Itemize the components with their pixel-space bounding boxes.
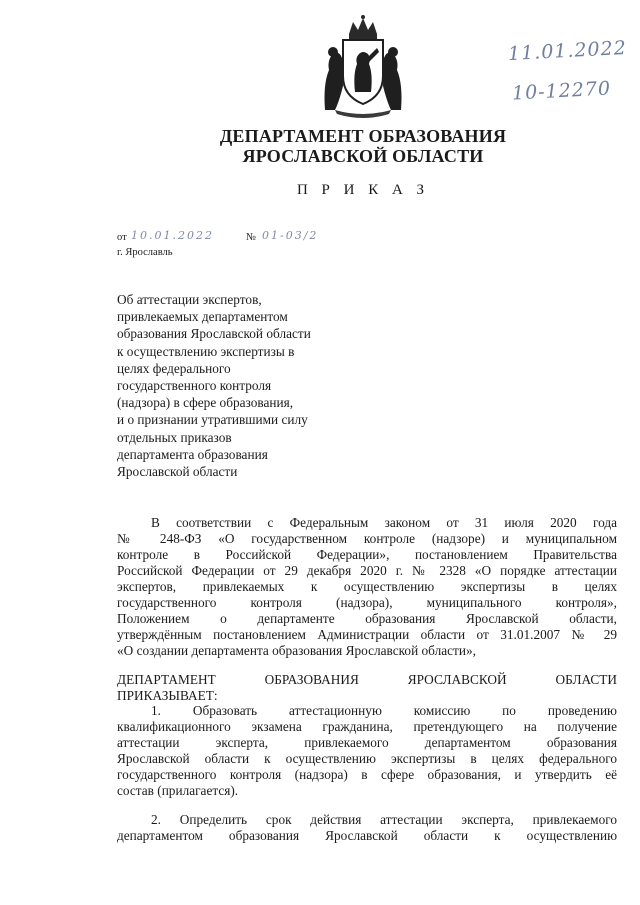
text-line: квалификационного экзамена гражданина, претендующего на получение	[117, 719, 617, 734]
text-line: Ярославской области к осуществлению экспертизы в целях федерального	[117, 751, 617, 766]
decree-heading	[117, 672, 617, 704]
text-line: В соответствии с Федеральным законом от 31 июля 2020 года	[151, 515, 617, 530]
text-line: Российской Федерации от 29 декабря 2020 г. № 2328 «О порядке аттестации	[117, 563, 617, 578]
preamble-paragraph	[117, 515, 617, 659]
organization-name-line2: ЯРОСЛАВСКОЙ ОБЛАСТИ	[242, 146, 484, 166]
text-line: ДЕПАРТАМЕНТ ОБРАЗОВАНИЯ ЯРОСЛАВСКОЙ ОБЛАСТИ	[117, 672, 617, 687]
text-line: государственного контроля (надзора), муниципального контроля»,	[117, 595, 617, 610]
item-1-paragraph	[117, 703, 617, 799]
date-prefix-label: от	[117, 232, 127, 243]
text-line: департаментом образования Ярославской области к осуществлению	[117, 828, 617, 843]
order-subject: Об аттестации экспертов, привлекаемых департаментом образования Ярославской области к осуществлению экспертизы в целях федерального государственного контроля (надзора) в сфере образования, и о признании утратившими силу отдельных приказов департамента образования Ярославской области	[117, 292, 311, 480]
text-line: государственного контроля (надзора) в сфере образования, и утвердить её	[117, 767, 617, 782]
text-line: 1. Образовать аттестационную комиссию по проведению	[151, 703, 617, 718]
text-line: состав (прилагается).	[117, 783, 239, 798]
text-line: ПРИКАЗЫВАЕТ:	[117, 688, 218, 703]
item-2-paragraph	[117, 812, 617, 844]
text-line: «О создании департамента образования Ярославской области»,	[117, 643, 476, 658]
text-line: экспертов, привлекаемых к осуществлению экспертизы в целях	[117, 579, 617, 594]
number-sign-label: №	[246, 232, 257, 243]
text-line: Положением о департаменте образования Ярославской области,	[117, 611, 617, 626]
organization-name-line1: ДЕПАРТАМЕНТ ОБРАЗОВАНИЯ	[219, 126, 507, 146]
registration-number-handwritten: 10-12270	[511, 77, 612, 105]
coat-of-arms-icon	[321, 14, 405, 118]
text-line: аттестации эксперта, привлекаемого департаментом образования	[117, 735, 617, 750]
text-line: контроле в Российской Федерации», постановлением Правительства	[117, 547, 617, 562]
city-label: г. Ярославль	[117, 247, 173, 258]
text-line: утверждённым постановлением Администрации области от 31.01.2007 № 29	[117, 627, 617, 642]
document-type-title: П Р И К А З	[296, 182, 430, 198]
text-line: № 248-ФЗ «О государственном контроле (надзоре) и муниципальном	[117, 531, 617, 546]
registration-date-handwritten: 11.01.2022	[507, 36, 628, 66]
text-line: 2. Определить срок действия аттестации эксперта, привлекаемого	[151, 812, 617, 827]
order-number-handwritten: 01-03/2	[262, 229, 319, 242]
order-date-handwritten: 10.01.2022	[131, 229, 214, 242]
